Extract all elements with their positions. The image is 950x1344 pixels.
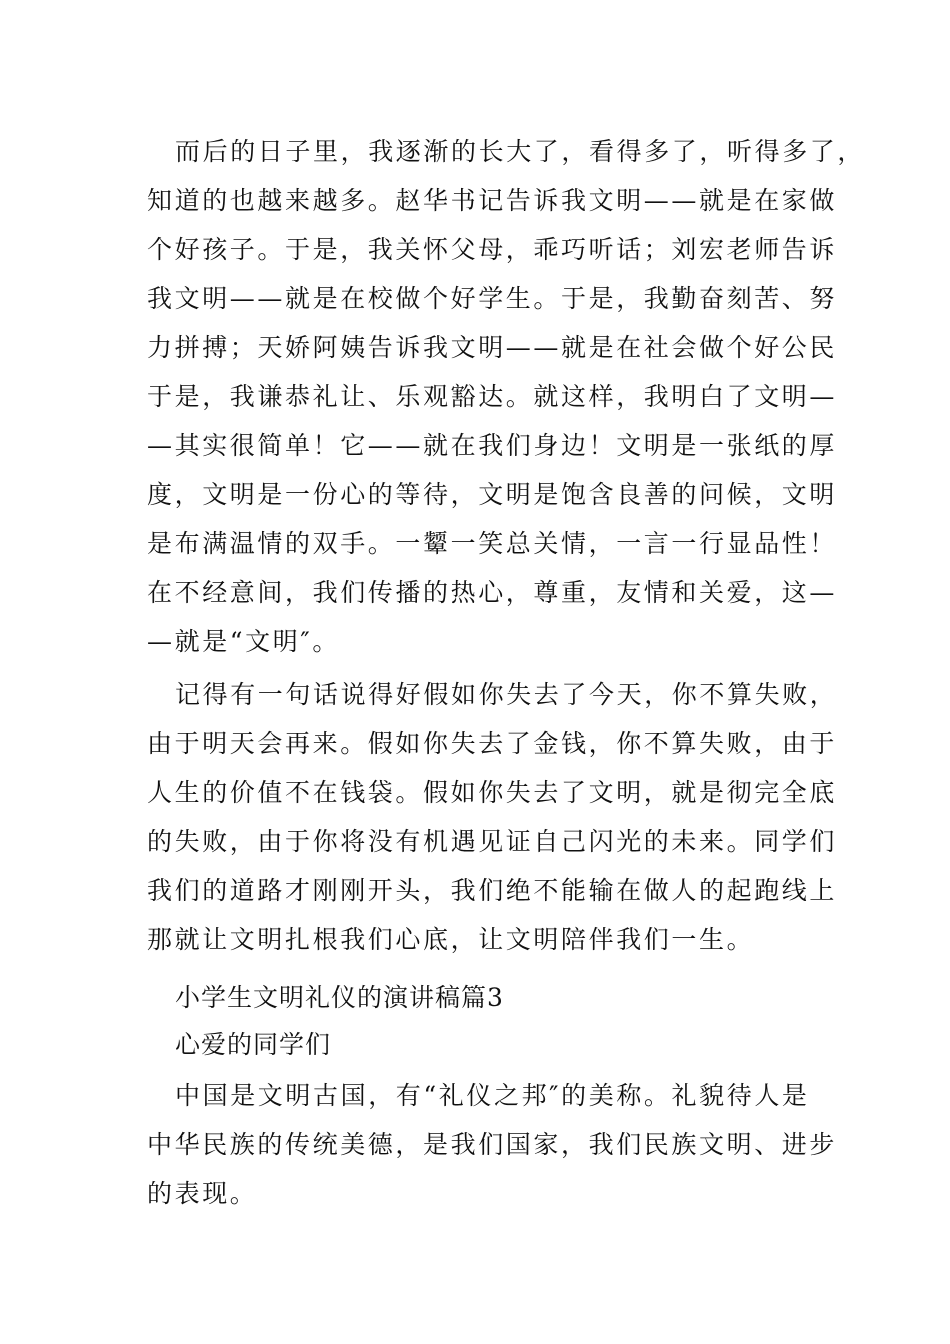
paragraph-1-line-2: 知道的也越来越多。赵华书记告诉我文明——就是在家做 [147,186,838,215]
paragraph-2-line-2: 由于明天会再来。假如你失去了金钱，你不算失败，由于 [147,729,838,758]
paragraph-2-line-1: 记得有一句话说得好假如你失去了今天，你不算失败， [175,680,838,709]
paragraph-2-line-5: 我们的道路才刚刚开头，我们绝不能输在做人的起跑线上 [147,876,838,905]
closing-paragraph-line-1: 中国是文明古国，有“礼仪之邦″的美称。礼貌待人是 [175,1081,810,1110]
paragraph-1-line-3: 个好孩子。于是，我关怀父母，乖巧听话；刘宏老师告诉 [147,235,838,264]
paragraph-2-line-4: 的失败，由于你将没有机遇见证自己闪光的未来。同学们 [147,827,838,856]
paragraph-1-line-1: 而后的日子里，我逐渐的长大了，看得多了，听得多了， [175,137,866,166]
paragraph-1-line-4: 我文明——就是在校做个好学生。于是，我勤奋刻苦、努 [147,284,838,313]
section-title: 小学生文明礼仪的演讲稿篇3 [175,983,504,1012]
paragraph-1-line-6: 于是，我谦恭礼让、乐观豁达。就这样，我明白了文明— [147,382,838,411]
paragraph-1-line-7: —其实很简单！它——就在我们身边！文明是一张纸的厚 [147,431,838,460]
closing-paragraph-line-2: 中华民族的传统美德，是我们国家，我们民族文明、进步 [147,1130,838,1159]
paragraph-1-line-9: 是布满温情的双手。一颦一笑总关情，一言一行显品性！ [147,529,838,558]
closing-paragraph-line-3: 的表现。 [147,1179,258,1208]
paragraph-2-line-6: 那就让文明扎根我们心底，让文明陪伴我们一生。 [147,925,755,954]
paragraph-2-line-3: 人生的价值不在钱袋。假如你失去了文明，就是彻完全底 [147,778,838,807]
salutation: 心爱的同学们 [175,1030,332,1059]
paragraph-1-line-8: 度，文明是一份心的等待，文明是饱含良善的问候，文明 [147,480,838,509]
paragraph-1-line-10: 在不经意间，我们传播的热心，尊重，友情和关爱，这— [147,578,838,607]
paragraph-1-line-11: —就是“文明″。 [147,627,340,656]
paragraph-1-line-5: 力拼搏；天娇阿姨告诉我文明——就是在社会做个好公民 [147,333,838,362]
